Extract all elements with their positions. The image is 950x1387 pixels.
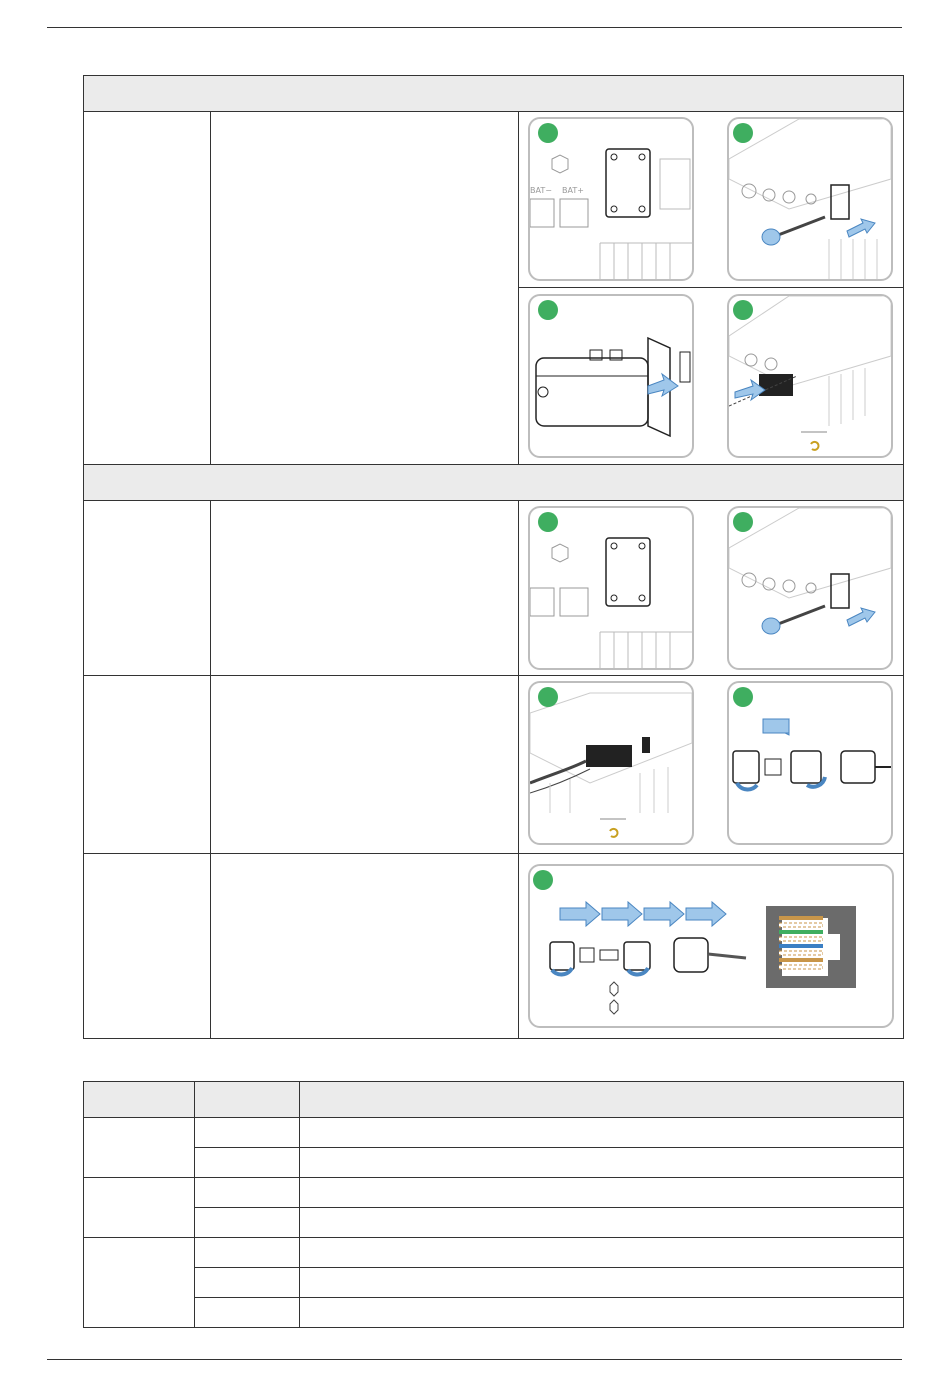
- state-cell: [195, 1208, 300, 1238]
- description-cell: [211, 854, 519, 1039]
- description-cell: [211, 112, 519, 465]
- state-cell: [195, 1178, 300, 1208]
- bat-plus-label: BAT+: [562, 186, 584, 195]
- section-header-1: [84, 76, 904, 112]
- figure-remove-screws: [727, 117, 893, 281]
- step-badge-4: [733, 300, 753, 320]
- figure-remove-screws: [727, 506, 893, 670]
- state-cell: [195, 1238, 300, 1268]
- desc-cell: [300, 1268, 904, 1298]
- indicator-table: [83, 1081, 904, 1328]
- description-cell: [211, 501, 519, 676]
- column-header: [84, 1082, 195, 1118]
- step-badge-1: [538, 687, 558, 707]
- rj45-pin-stripe: [779, 944, 823, 948]
- step-badge-1: [538, 123, 558, 143]
- rj45-pin-stripe: [779, 965, 823, 969]
- rj45-pin-stripe: [779, 923, 823, 927]
- step-cell: [84, 112, 211, 465]
- section-header-2: [84, 465, 904, 501]
- column-header: [195, 1082, 300, 1118]
- installation-table: [83, 75, 904, 1039]
- step-badge-1: [533, 870, 553, 890]
- figure-cell: [519, 676, 904, 854]
- rj45-pin-stripe: [779, 916, 823, 920]
- bat-minus-label: BAT−: [530, 186, 552, 195]
- group-cell: [84, 1118, 195, 1178]
- figure-cell: [519, 112, 904, 465]
- step-badge-2: [733, 123, 753, 143]
- step-badge-1: [538, 512, 558, 532]
- description-cell: [211, 676, 519, 854]
- state-cell: [195, 1118, 300, 1148]
- step-cell: [84, 676, 211, 854]
- step-badge-3: [538, 300, 558, 320]
- rj45-pin-stripe: [779, 958, 823, 962]
- desc-cell: [300, 1208, 904, 1238]
- step-cell: [84, 854, 211, 1039]
- figure-connector-disassembly: [727, 681, 893, 845]
- group-cell: [84, 1238, 195, 1328]
- rj45-pin-stripe: [779, 937, 823, 941]
- figure-cell: [519, 854, 904, 1039]
- header-rule: [47, 27, 902, 28]
- figure-cable-assembly: [528, 864, 894, 1028]
- step-badge-2: [733, 512, 753, 532]
- rj45-pin-stripe: [779, 930, 823, 934]
- desc-cell: [300, 1238, 904, 1268]
- state-cell: [195, 1148, 300, 1178]
- group-cell: [84, 1178, 195, 1238]
- rj45-pinout-icon: [779, 914, 823, 972]
- rj45-pin-stripe: [779, 951, 823, 955]
- desc-cell: [300, 1118, 904, 1148]
- desc-cell: [300, 1298, 904, 1328]
- state-cell: [195, 1298, 300, 1328]
- column-header: [300, 1082, 904, 1118]
- figure-secure-module: [727, 294, 893, 458]
- state-cell: [195, 1268, 300, 1298]
- desc-cell: [300, 1178, 904, 1208]
- figure-cell: [519, 501, 904, 676]
- step-badge-2: [733, 687, 753, 707]
- desc-cell: [300, 1148, 904, 1178]
- step-cell: [84, 501, 211, 676]
- footer-rule: [47, 1359, 902, 1360]
